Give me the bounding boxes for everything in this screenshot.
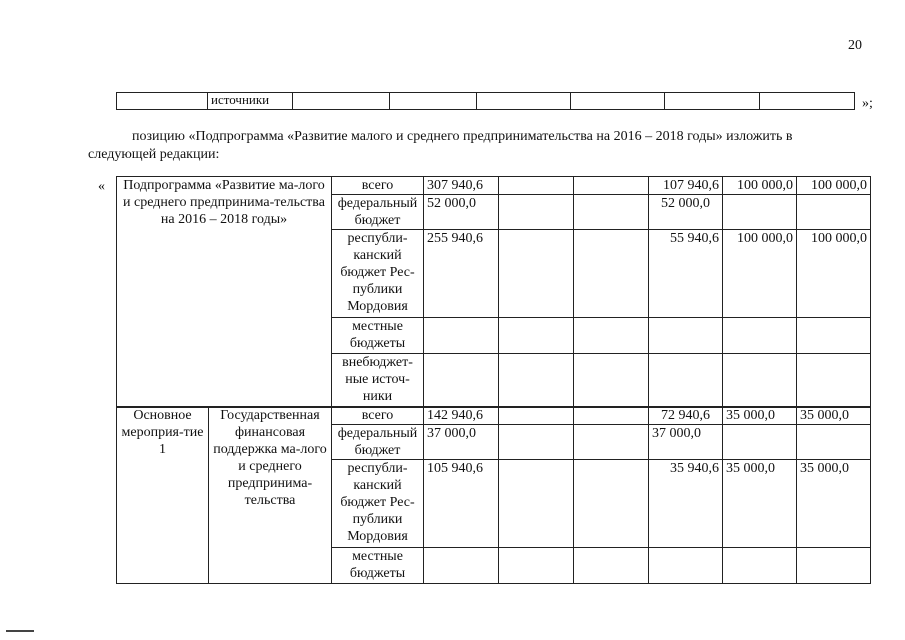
year-cell	[649, 318, 723, 354]
year-cell: 100 000,0	[723, 230, 797, 318]
source-cell: республи-канский бюджет Рес-публики Мордовия	[332, 230, 424, 318]
source-cell: федеральный бюджет	[332, 425, 424, 460]
year-cell	[574, 460, 649, 548]
year-cell	[499, 177, 574, 195]
scan-edge-mark	[6, 630, 34, 632]
year-cell	[574, 318, 649, 354]
cell-empty	[390, 93, 477, 110]
opening-quote: «	[98, 179, 105, 194]
year-cell	[574, 230, 649, 318]
cell-empty	[760, 93, 855, 110]
year-cell: 100 000,0	[797, 230, 871, 318]
funding-table	[116, 176, 871, 408]
year-cell	[723, 548, 797, 584]
year-cell	[797, 195, 871, 230]
year-cell	[499, 354, 574, 408]
page-number: 20	[848, 38, 862, 53]
year-cell	[574, 425, 649, 460]
year-cell	[499, 425, 574, 460]
year-cell	[797, 548, 871, 584]
source-cell: республи-канский бюджет Рес-публики Мордовия	[332, 460, 424, 548]
source-cell: федеральный бюджет	[332, 195, 424, 230]
closing-quote: »;	[862, 96, 873, 111]
year-cell	[723, 354, 797, 408]
year-cell: 35 940,6	[649, 460, 723, 548]
year-cell	[499, 548, 574, 584]
total-cell: 52 000,0	[424, 195, 499, 230]
cell-empty	[293, 93, 390, 110]
year-cell	[574, 195, 649, 230]
source-cell: всего	[332, 407, 424, 425]
source-cell: местные бюджеты	[332, 548, 424, 584]
event-status: Основное мероприя-тие 1	[117, 407, 209, 584]
year-cell	[649, 548, 723, 584]
total-cell: 142 940,6	[424, 407, 499, 425]
year-cell	[499, 407, 574, 425]
year-cell: 52 000,0	[649, 195, 723, 230]
cell-empty	[571, 93, 665, 110]
total-cell: 307 940,6	[424, 177, 499, 195]
year-cell: 35 000,0	[797, 407, 871, 425]
cell-empty	[477, 93, 571, 110]
year-cell	[574, 548, 649, 584]
table-row	[117, 177, 871, 195]
year-cell	[499, 318, 574, 354]
source-cell: внебюджет-ные источ-ники	[332, 354, 424, 408]
table-row	[117, 407, 871, 425]
year-cell	[574, 177, 649, 195]
cell-empty	[117, 93, 208, 110]
year-cell: 107 940,6	[649, 177, 723, 195]
source-cell: всего	[332, 177, 424, 195]
year-cell: 72 940,6	[649, 407, 723, 425]
year-cell	[723, 195, 797, 230]
paragraph-line-2: следующей редакции:	[88, 147, 220, 162]
year-cell	[797, 425, 871, 460]
funding-table-block2	[116, 406, 871, 584]
total-cell	[424, 548, 499, 584]
year-cell: 100 000,0	[797, 177, 871, 195]
year-cell	[723, 425, 797, 460]
year-cell: 100 000,0	[723, 177, 797, 195]
paragraph-line-1: позицию «Подпрограмма «Развитие малого и среднего предпринимательства на 2016 – 2018 годы» изложить в	[132, 129, 793, 144]
total-cell: 255 940,6	[424, 230, 499, 318]
year-cell	[797, 318, 871, 354]
year-cell	[574, 407, 649, 425]
year-cell: 35 000,0	[723, 460, 797, 548]
total-cell	[424, 318, 499, 354]
cell-empty	[665, 93, 760, 110]
year-cell	[499, 460, 574, 548]
total-cell: 105 940,6	[424, 460, 499, 548]
previous-table-fragment	[116, 92, 855, 110]
cell-sources-label: источники	[208, 93, 293, 110]
subprogram-name: Подпрограмма «Развитие ма-лого и среднего предпринима-тельства на 2016 – 2018 годы»	[117, 177, 332, 408]
year-cell: 35 000,0	[797, 460, 871, 548]
year-cell: 55 940,6	[649, 230, 723, 318]
year-cell: 37 000,0	[649, 425, 723, 460]
year-cell	[574, 354, 649, 408]
year-cell	[797, 354, 871, 408]
year-cell	[499, 230, 574, 318]
year-cell: 35 000,0	[723, 407, 797, 425]
year-cell	[723, 318, 797, 354]
year-cell	[649, 354, 723, 408]
event-name: Государственная финансовая поддержка ма-лого и среднего предпринима-тельства	[209, 407, 332, 584]
year-cell	[499, 195, 574, 230]
source-cell: местные бюджеты	[332, 318, 424, 354]
total-cell: 37 000,0	[424, 425, 499, 460]
instruction-paragraph	[88, 128, 866, 164]
total-cell	[424, 354, 499, 408]
